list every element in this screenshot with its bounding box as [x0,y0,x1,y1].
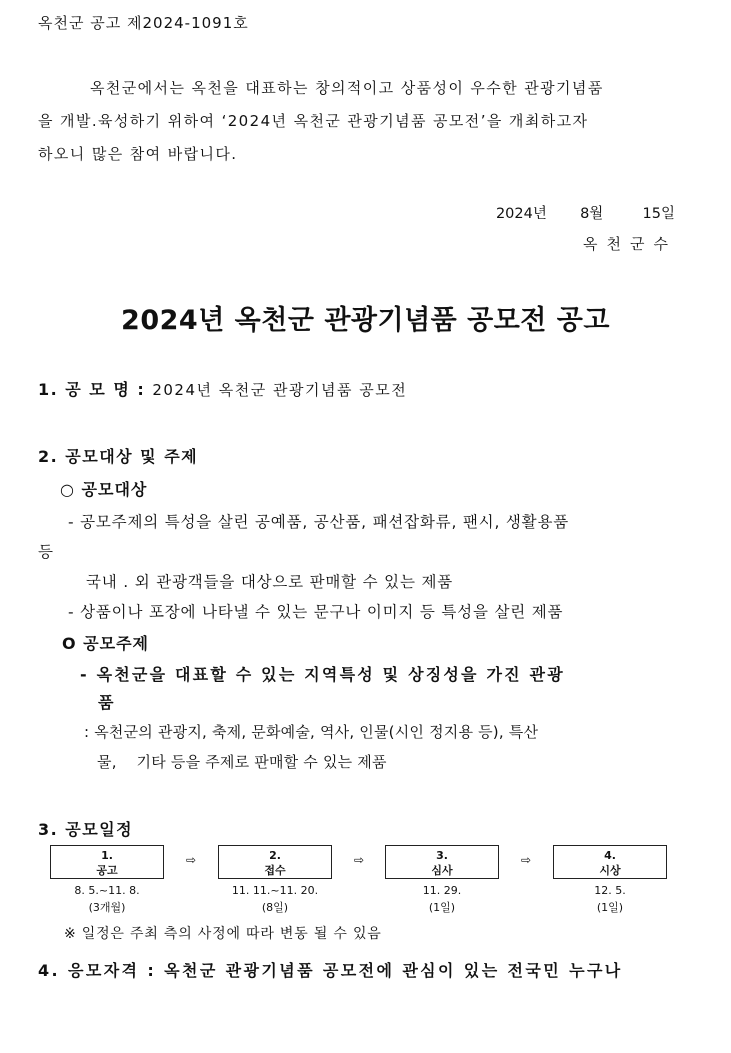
step-number: 4. [604,849,616,862]
target-item: 등 [38,543,54,561]
date-day: 15일 [642,206,675,222]
schedule-note: ※ 일정은 주최 측의 사정에 따라 변동 될 수 있음 [64,926,382,942]
step-date: 11. 29. [422,884,462,897]
schedule-step-date [218,882,332,916]
schedule-step-date [385,882,499,916]
date-year: 2024년 [495,206,547,222]
theme-detail: : 옥천군의 관광지, 축제, 문화예술, 역사, 인물(시인 정지용 등), 특산 [84,723,539,741]
theme-main: 품 [98,693,116,712]
theme-main: - 옥천군을 대표할 수 있는 지역특성 및 상징성을 가진 관광 [80,665,565,684]
step-date: 12. 5. [594,884,626,897]
section-label: 1. 공 모 명 : [38,380,146,399]
target-item: 국내 . 외 관광객들을 대상으로 판매할 수 있는 제품 [86,573,454,591]
section-contest-name [38,377,407,400]
target-item: - 공모주제의 특성을 살린 공예품, 공산품, 패션잡화류, 팬시, 생활용품 [68,513,569,531]
step-name: 공고 [96,864,118,877]
step-duration: (1일) [428,901,456,914]
step-name: 접수 [264,864,286,877]
notice-number: 옥천군 공고 제2024-1091호 [38,14,249,32]
arrow-right-icon: ⇨ [354,853,365,867]
date-month: 8월 [580,206,604,222]
schedule-step-box [553,845,667,879]
step-name: 시상 [599,864,621,877]
intro-paragraph [38,72,678,171]
schedule-step-box [50,845,164,879]
schedule-step-box [385,845,499,879]
intro-line: 하오니 많은 참여 바랍니다. [38,145,238,163]
arrow-right-icon: ⇨ [186,853,197,867]
theme-detail: 물, 기타 등을 주제로 판매할 수 있는 제품 [97,753,387,771]
intro-line: 옥천군에서는 옥천을 대표하는 창의적이고 상품성이 우수한 관광기념품 [90,79,604,97]
theme-heading: O 공모주제 [62,634,149,653]
arrow-right-icon: ⇨ [521,853,532,867]
schedule-step-box [218,845,332,879]
step-number: 3. [436,849,448,862]
section-eligibility: 4. 응모자격 : 옥천군 관광기념품 공모전에 관심이 있는 전국민 누구나 [38,961,623,980]
step-duration: (1일) [596,901,624,914]
target-item: - 상품이나 포장에 나타낼 수 있는 문구나 이미지 등 특성을 살린 제품 [68,603,564,621]
step-number: 2. [269,849,281,862]
section-schedule: 3. 공모일정 [38,820,134,839]
step-duration: (3개월) [88,901,126,914]
step-duration: (8일) [261,901,289,914]
issuer: 옥천군수 [583,235,677,253]
target-heading: ○ 공모대상 [60,480,148,499]
schedule-step-date [553,882,667,916]
contest-name-value: 2024년 옥천군 관광기념품 공모전 [152,381,408,399]
step-number: 1. [101,849,113,862]
notice-date [496,202,675,223]
schedule-step-date [50,882,164,916]
step-name: 심사 [431,864,453,877]
section-target-theme: 2. 공모대상 및 주제 [38,447,199,466]
page-title: 2024년 옥천군 관광기념품 공모전 공고 [121,305,610,336]
step-date: 8. 5.~11. 8. [74,884,140,897]
step-date: 11. 11.~11. 20. [231,884,319,897]
intro-line: 을 개발.육성하기 위하여 ‘2024년 옥천군 관광기념품 공모전’을 개최하고자 [38,112,589,130]
